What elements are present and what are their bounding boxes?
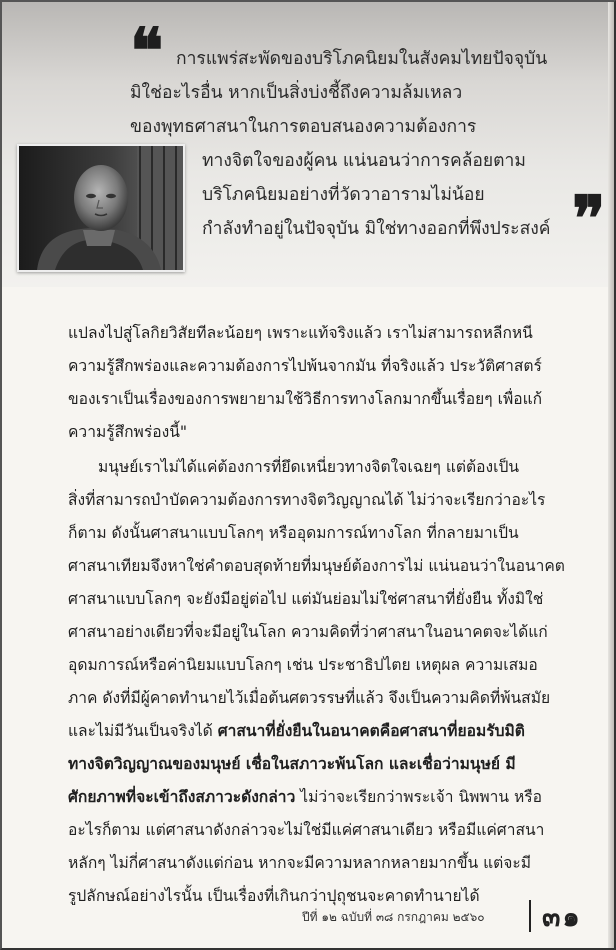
pull-quote-line: กำลังทำอยู่ในปัจจุบัน มิใช่ทางออกที่พึงประสงค์ bbox=[202, 219, 551, 239]
body-text-line: ความรู้สึกพร่องและความต้องการไปพ้นจากมัน ที่จริงแล้ว ประวัติศาสตร์ bbox=[68, 357, 542, 375]
page-edge bbox=[608, 2, 614, 948]
pull-quote-line: มิใช่อะไรอื่น หากเป็นสิ่งบ่งชี้ถึงความล้มเหลว bbox=[130, 83, 463, 103]
body-text-line: สิ่งที่สามารถบำบัดความต้องการทางจิตวิญญาณได้ ไม่ว่าจะเรียกว่าอะไร bbox=[68, 491, 546, 509]
body-text-line: อุดมการณ์หรือค่านิยมแบบโลกๆ เช่น ประชาธิปไตย เหตุผล ความเสมอ bbox=[68, 656, 538, 674]
body-text-span: และไม่มีวันเป็นจริงได้ bbox=[68, 722, 218, 740]
body-text-line: ศาสนาเทียมจึงหาใช่คำตอบสุดท้ายที่มนุษย์ต้องการไม่ แน่นอนว่าในอนาคต bbox=[68, 557, 565, 575]
open-quote-icon: ❝ bbox=[130, 14, 158, 87]
footer-divider bbox=[529, 900, 531, 932]
body-text-line: มนุษย์เราไม่ได้แค่ต้องการที่ยึดเหนี่ยวทางจิตใจเฉยๆ แต่ต้องเป็น bbox=[98, 458, 520, 476]
body-text-span: ไม่ว่าจะเรียกว่าพระเจ้า นิพพาน หรือ bbox=[295, 788, 543, 806]
body-text-line: ก็ตาม ดังนั้นศาสนาแบบโลกๆ หรืออุดมการณ์ทางโลก ที่กลายมาเป็น bbox=[68, 524, 519, 542]
body-text-line: แปลงไปสู่โลกิยวิสัยทีละน้อยๆ เพราะแท้จริงแล้ว เราไม่สามารถหลีกหนี bbox=[68, 324, 533, 342]
body-text-line: ภาค ดังที่มีผู้คาดทำนายไว้เมื่อต้นศตวรรษที่แล้ว จึงเป็นความคิดที่พ้นสมัย bbox=[68, 689, 551, 707]
close-quote-icon: ❞ bbox=[572, 182, 600, 255]
emphasis-text: ศาสนาที่ยั่งยืนในอนาคตคือศาสนาที่ยอมรับมิติ bbox=[217, 722, 525, 740]
pull-quote-line: ของพุทธศาสนาในการตอบสนองความต้องการ bbox=[130, 117, 477, 137]
emphasis-text: ศักยภาพที่จะเข้าถึงสภาวะดังกล่าว bbox=[68, 788, 296, 806]
pull-quote-line: บริโภคนิยมอย่างที่วัดวาอารามไม่น้อย bbox=[202, 185, 485, 205]
pull-quote-line: ทางจิตใจของผู้คน แน่นอนว่าการคล้อยตาม bbox=[202, 151, 526, 171]
body-text-line: ของเราเป็นเรื่องของการพยายามใช้วิธีการทางโลกมากขึ้นเรื่อยๆ เพื่อแก้ bbox=[68, 390, 543, 408]
body-text-line bbox=[68, 718, 525, 743]
body-text-line: ความรู้สึกพร่องนี้" bbox=[68, 423, 188, 441]
body-text-line: อะไรก็ตาม แต่ศาสนาดังกล่าวจะไม่ใช่มีแค่ศาสนาเดียว หรือมีแค่ศาสนา bbox=[68, 821, 545, 839]
monk-photo bbox=[17, 144, 185, 272]
body-text-line: รูปลักษณ์อย่างไรนั้น เป็นเรื่องที่เกินกว่าปุถุชนจะคาดทำนายได้ bbox=[68, 887, 480, 905]
body-text-line bbox=[68, 784, 542, 809]
body-text-line: หลักๆ ไม่กี่ศาสนาดังแต่ก่อน หากจะมีความหลากหลายมากขึ้น แต่จะมี bbox=[68, 854, 532, 872]
body-text-line: ศาสนาอย่างเดียวที่จะมีอยู่ในโลก ความคิดที่ว่าศาสนาในอนาคตจะได้แก่ bbox=[68, 623, 548, 641]
page-number: ๓๑ bbox=[542, 902, 582, 933]
monk-portrait-image bbox=[19, 146, 183, 270]
emphasis-text-line: ทางจิตวิญญาณของมนุษย์ เชื่อในสภาวะพ้นโลก และเชื่อว่ามนุษย์ มี bbox=[68, 755, 516, 773]
issue-info: ปีที่ ๑๒ ฉบับที่ ๓๘ กรกฎาคม ๒๕๖๐ bbox=[302, 910, 485, 924]
body-text-line: ศาสนาแบบโลกๆ จะยังมีอยู่ต่อไป แต่มันย่อมไม่ใช่ศาสนาที่ยั่งยืน ทั้งมิใช่ bbox=[68, 590, 544, 608]
pull-quote-line: การแพร่สะพัดของบริโภคนิยมในสังคมไทยปัจจุบัน bbox=[176, 49, 548, 69]
